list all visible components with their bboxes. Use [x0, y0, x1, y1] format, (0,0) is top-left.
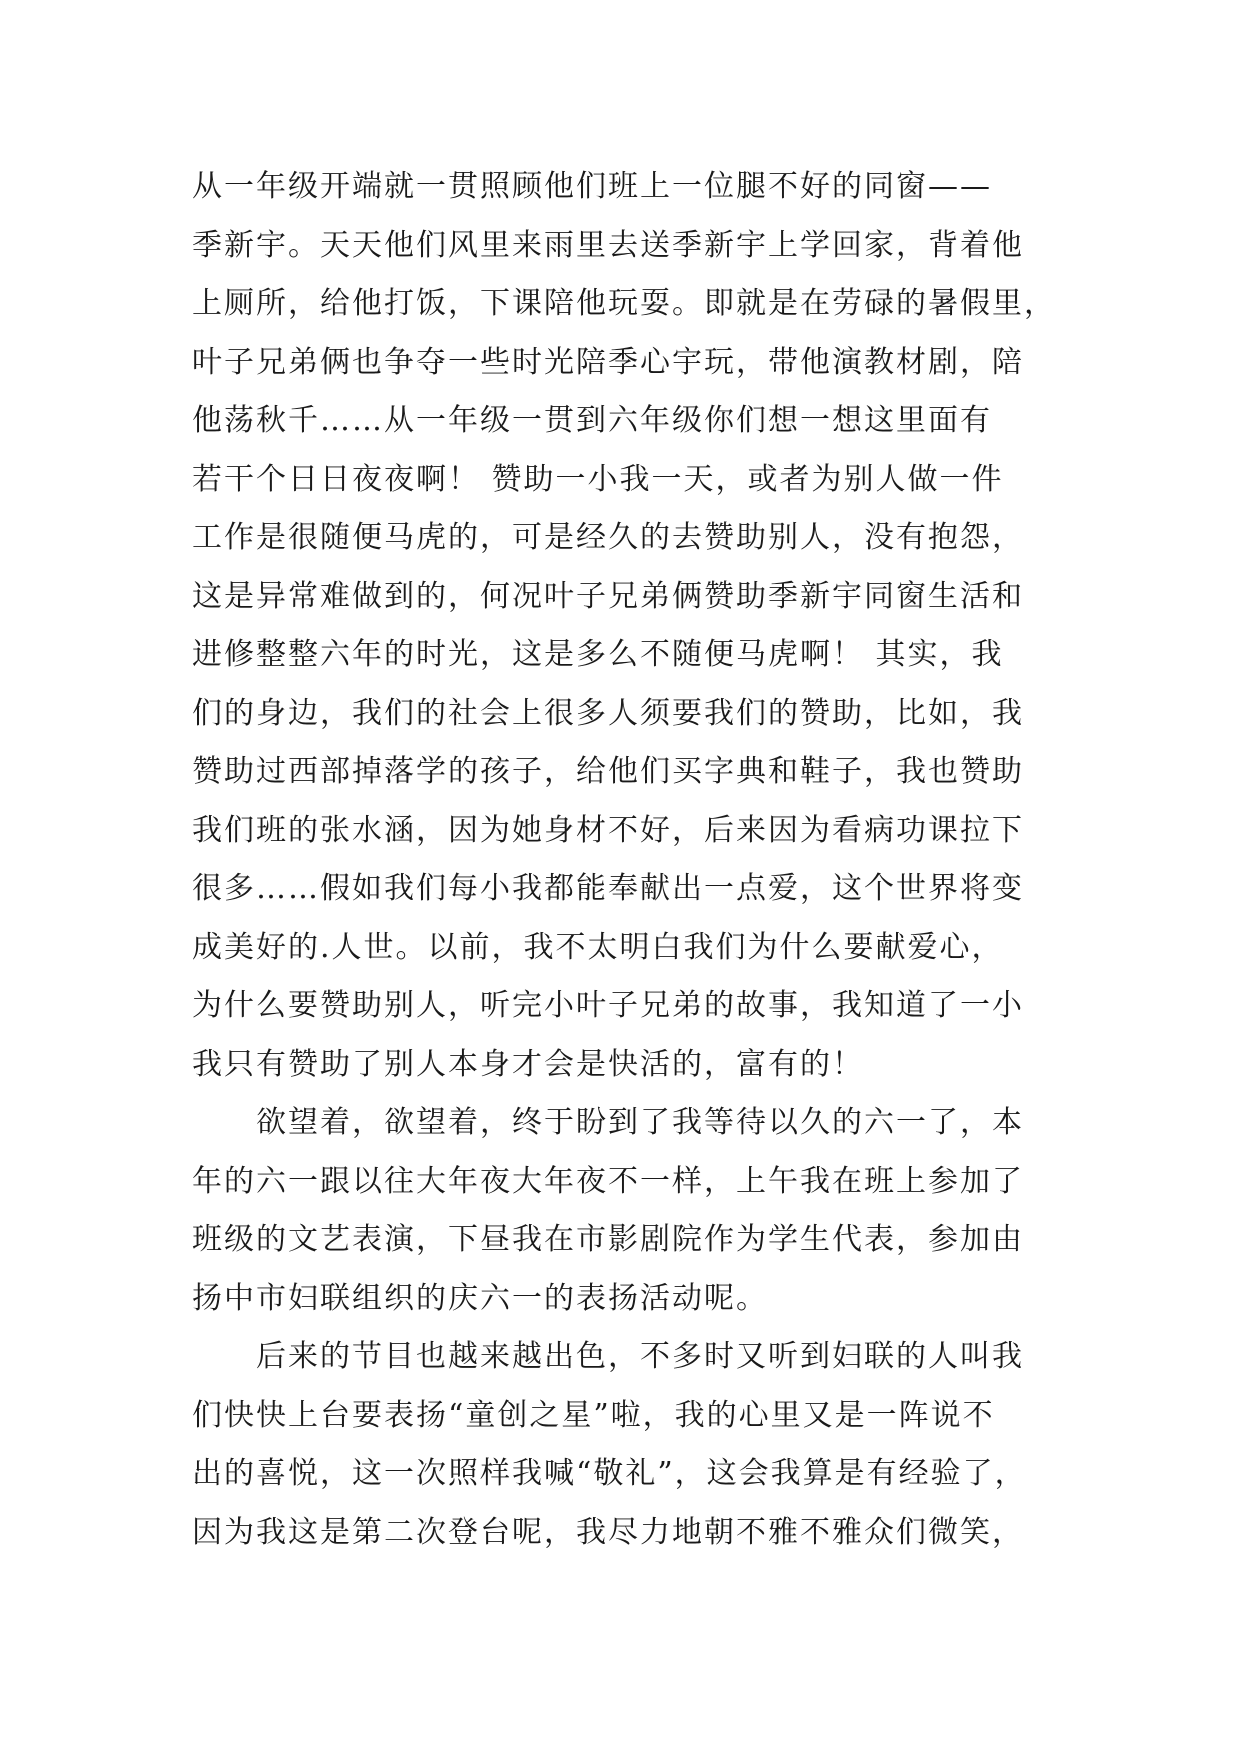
text-line: 成美好的.人世。以前，我不太明白我们为什么要献爱心，: [192, 929, 1004, 965]
body-text: [192, 158, 1064, 1562]
text-line: 我们班的张水涵，因为她身材不好，后来因为看病功课拉下: [192, 812, 1024, 848]
text-line: 他荡秋千……从一年级一贯到六年级你们想一想这里面有: [192, 403, 992, 438]
paragraph-start-line: 欲望着，欲望着，终于盼到了我等待以久的六一了，本: [192, 1105, 1024, 1140]
text-line: 们的身边，我们的社会上很多人须要我们的赞助，比如，我: [192, 695, 1024, 731]
text-line: 叶子兄弟俩也争夺一些时光陪季心宇玩，带他演教材剧，陪: [192, 344, 1024, 380]
text-line: 我只有赞助了别人本身才会是快活的，富有的！: [192, 1046, 864, 1082]
text-line: 年的六一跟以往大年夜大年夜不一样，上午我在班上参加了: [192, 1163, 1024, 1199]
text-line: 上厕所，给他打饭，下课陪他玩耍。即就是在劳碌的暑假里，: [192, 286, 1056, 321]
text-line: 工作是很随便马虎的，可是经久的去赞助别人，没有抱怨，: [192, 520, 1024, 555]
text-line: 们快快上台要表扬“童创之星”啦，我的心里又是一阵说不: [192, 1397, 995, 1433]
text-line: 这是异常难做到的，何况叶子兄弟俩赞助季新宇同窗生活和: [192, 578, 1024, 614]
text-line: 为什么要赞助别人，听完小叶子兄弟的故事，我知道了一小: [192, 988, 1024, 1023]
text-line: 班级的文艺表演，下昼我在市影剧院作为学生代表，参加由: [192, 1222, 1024, 1257]
text-line: 进修整整六年的时光，这是多么不随便马虎啊！ 其实，我: [192, 637, 1004, 672]
text-line: 从一年级开端就一贯照顾他们班上一位腿不好的同窗——: [192, 169, 992, 204]
paragraph-start-line: 后来的节目也越来越出色，不多时又听到妇联的人叫我: [192, 1339, 1024, 1374]
text-line: 出的喜悦，这一次照样我喊“敬礼”，这会我算是有经验了，: [192, 1456, 1027, 1491]
text-line: 因为我这是第二次登台呢，我尽力地朝不雅不雅众们微笑，: [192, 1514, 1024, 1550]
text-line: 很多……假如我们每小我都能奉献出一点爱，这个世界将变: [192, 871, 1024, 906]
text-line: 赞助过西部掉落学的孩子，给他们买字典和鞋子，我也赞助: [192, 754, 1024, 789]
text-line: 扬中市妇联组织的庆六一的表扬活动呢。: [192, 1280, 768, 1316]
text-line: 若干个日日夜夜啊！ 赞助一小我一天，或者为别人做一件: [192, 461, 1004, 497]
text-line: 季新宇。天天他们风里来雨里去送季新宇上学回家，背着他: [192, 227, 1024, 263]
